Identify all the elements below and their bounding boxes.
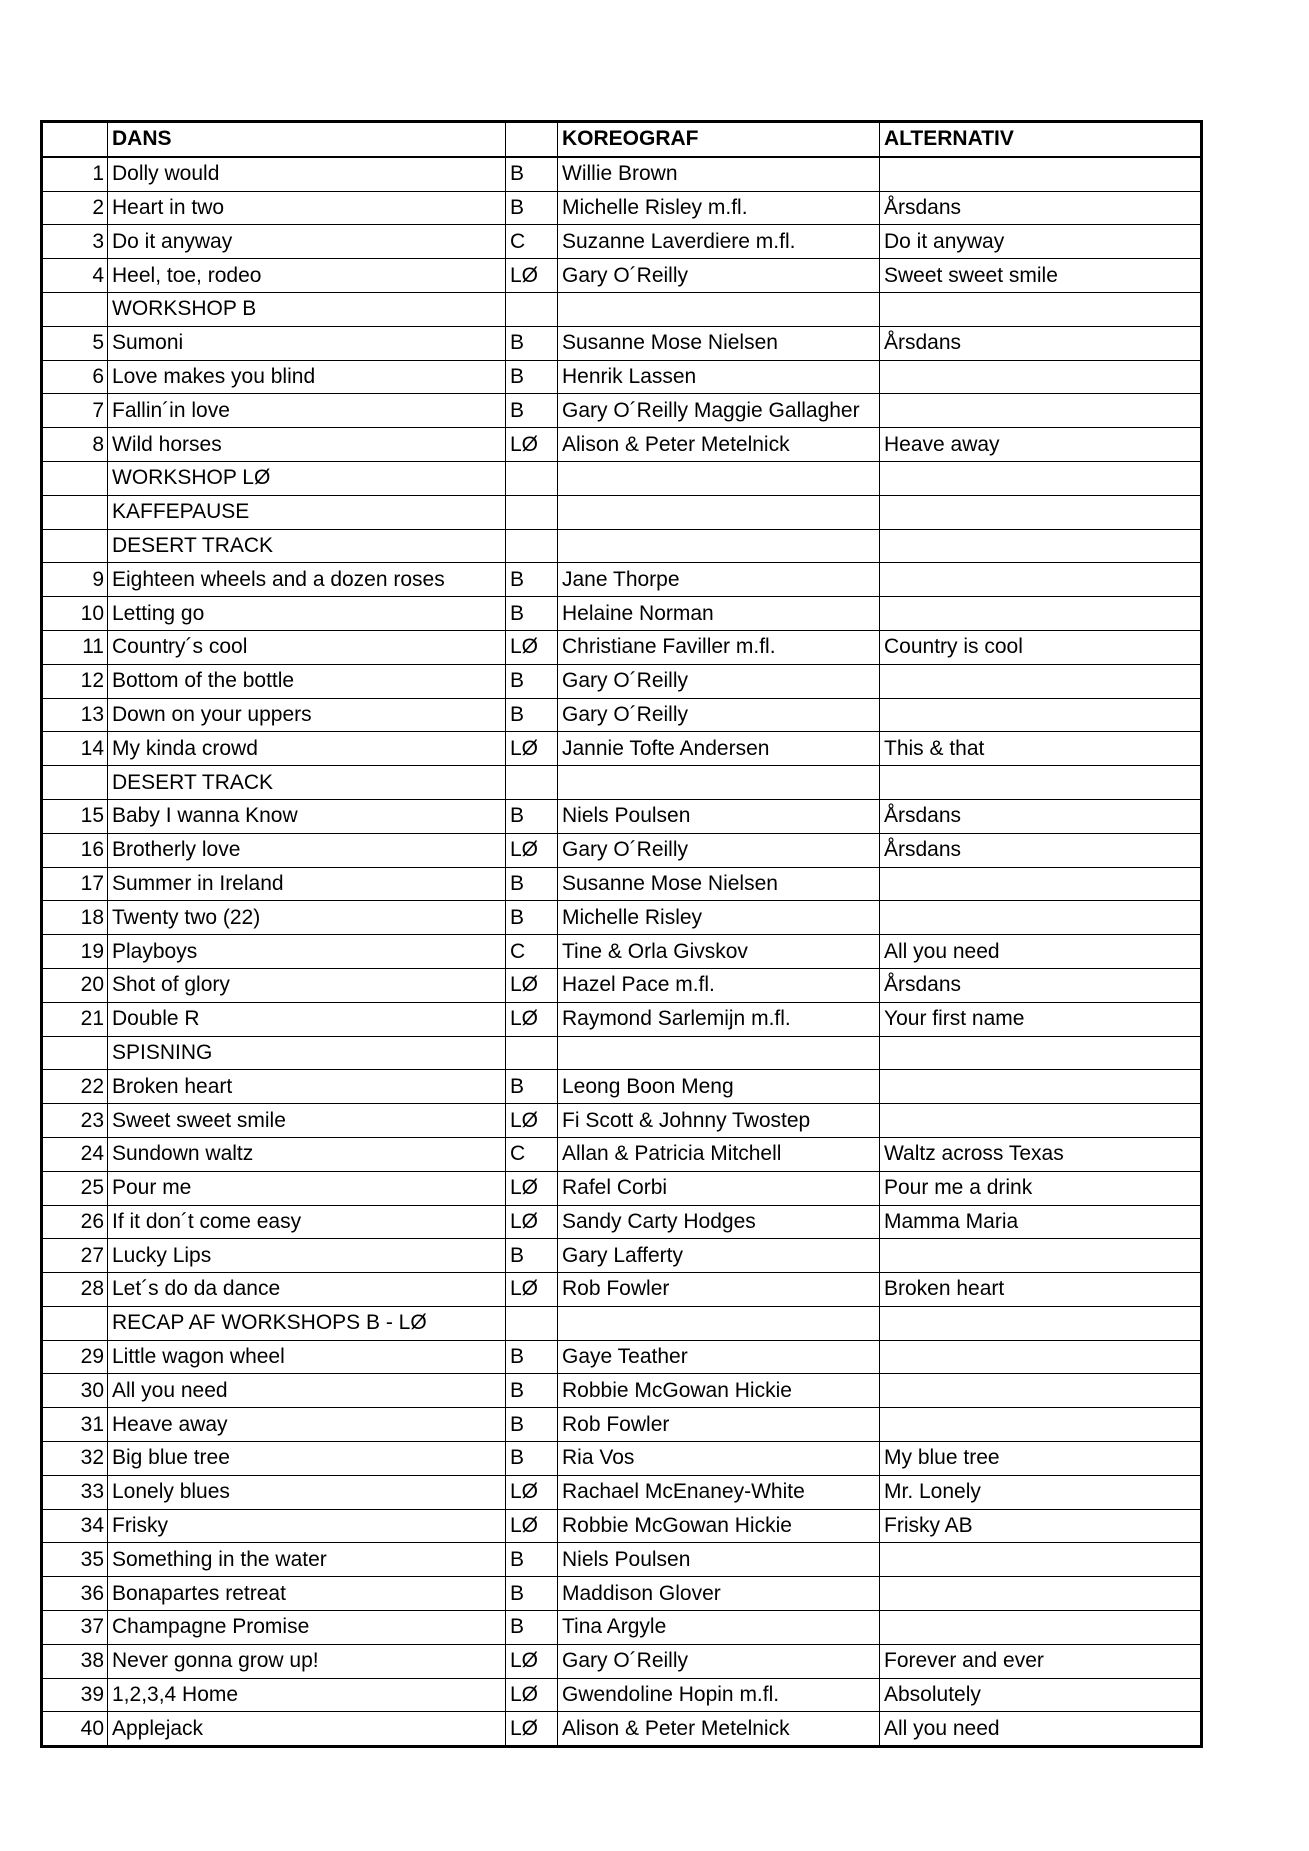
cell-num: 31	[42, 1408, 108, 1442]
dance-program-table	[40, 120, 1203, 1748]
cell-koreograf	[558, 1036, 880, 1070]
cell-alternativ: Mr. Lonely	[880, 1475, 1202, 1509]
cell-alternativ: My blue tree	[880, 1442, 1202, 1476]
table-row	[42, 766, 1202, 800]
cell-level: B	[506, 1408, 558, 1442]
cell-alternativ: Pour me a drink	[880, 1171, 1202, 1205]
cell-level: B	[506, 597, 558, 631]
table-row	[42, 1070, 1202, 1104]
cell-dans: DESERT TRACK	[108, 529, 506, 563]
cell-num: 18	[42, 901, 108, 935]
cell-level: LØ	[506, 833, 558, 867]
cell-dans: 1,2,3,4 Home	[108, 1678, 506, 1712]
table-row	[42, 529, 1202, 563]
cell-koreograf	[558, 766, 880, 800]
cell-koreograf: Leong Boon Meng	[558, 1070, 880, 1104]
cell-num	[42, 1306, 108, 1340]
cell-alternativ	[880, 1374, 1202, 1408]
table-row	[42, 867, 1202, 901]
table-row	[42, 1002, 1202, 1036]
cell-alternativ: Do it anyway	[880, 225, 1202, 259]
cell-alternativ: Your first name	[880, 1002, 1202, 1036]
cell-level: LØ	[506, 1644, 558, 1678]
cell-dans: Broken heart	[108, 1070, 506, 1104]
cell-level	[506, 495, 558, 529]
cell-level: B	[506, 1442, 558, 1476]
cell-num: 34	[42, 1509, 108, 1543]
cell-alternativ	[880, 1070, 1202, 1104]
cell-koreograf: Niels Poulsen	[558, 1543, 880, 1577]
cell-alternativ	[880, 461, 1202, 495]
cell-num: 19	[42, 935, 108, 969]
cell-num: 5	[42, 326, 108, 360]
cell-level: B	[506, 1577, 558, 1611]
cell-dans: Playboys	[108, 935, 506, 969]
cell-dans: Do it anyway	[108, 225, 506, 259]
cell-num: 3	[42, 225, 108, 259]
cell-num: 2	[42, 191, 108, 225]
cell-dans: Heel, toe, rodeo	[108, 259, 506, 293]
cell-alternativ	[880, 867, 1202, 901]
cell-level	[506, 529, 558, 563]
cell-num: 30	[42, 1374, 108, 1408]
cell-alternativ: Årsdans	[880, 326, 1202, 360]
cell-alternativ: Sweet sweet smile	[880, 259, 1202, 293]
cell-dans: Fallin´in love	[108, 394, 506, 428]
table-row	[42, 935, 1202, 969]
cell-num: 11	[42, 630, 108, 664]
table-row	[42, 1104, 1202, 1138]
table-row	[42, 630, 1202, 664]
cell-alternativ: Årsdans	[880, 191, 1202, 225]
cell-koreograf: Tina Argyle	[558, 1611, 880, 1645]
cell-level: B	[506, 1611, 558, 1645]
cell-koreograf: Jane Thorpe	[558, 563, 880, 597]
cell-level: B	[506, 867, 558, 901]
table-row	[42, 1306, 1202, 1340]
cell-level: C	[506, 225, 558, 259]
table-row	[42, 901, 1202, 935]
cell-level: B	[506, 698, 558, 732]
cell-dans: Brotherly love	[108, 833, 506, 867]
table-row	[42, 1374, 1202, 1408]
cell-level: LØ	[506, 1171, 558, 1205]
cell-level: B	[506, 394, 558, 428]
cell-dans: All you need	[108, 1374, 506, 1408]
cell-alternativ	[880, 664, 1202, 698]
cell-koreograf: Christiane Faviller m.fl.	[558, 630, 880, 664]
cell-num: 37	[42, 1611, 108, 1645]
cell-level: B	[506, 1070, 558, 1104]
table-row	[42, 259, 1202, 293]
cell-level: LØ	[506, 1205, 558, 1239]
table-row	[42, 326, 1202, 360]
cell-level: B	[506, 191, 558, 225]
table-row	[42, 428, 1202, 462]
table-row	[42, 664, 1202, 698]
cell-alternativ	[880, 1611, 1202, 1645]
cell-dans: Little wagon wheel	[108, 1340, 506, 1374]
cell-alternativ: All you need	[880, 935, 1202, 969]
cell-koreograf	[558, 495, 880, 529]
table-row	[42, 968, 1202, 1002]
cell-dans: Bottom of the bottle	[108, 664, 506, 698]
cell-dans: WORKSHOP LØ	[108, 461, 506, 495]
cell-koreograf: Henrik Lassen	[558, 360, 880, 394]
table-row	[42, 461, 1202, 495]
cell-dans: Bonapartes retreat	[108, 1577, 506, 1611]
cell-alternativ	[880, 529, 1202, 563]
cell-alternativ	[880, 563, 1202, 597]
cell-num	[42, 495, 108, 529]
cell-level: B	[506, 360, 558, 394]
cell-koreograf: Susanne Mose Nielsen	[558, 326, 880, 360]
cell-level: LØ	[506, 1104, 558, 1138]
cell-num: 16	[42, 833, 108, 867]
cell-alternativ	[880, 1408, 1202, 1442]
table-row	[42, 1577, 1202, 1611]
cell-level: C	[506, 1137, 558, 1171]
cell-alternativ: Forever and ever	[880, 1644, 1202, 1678]
cell-dans: Sweet sweet smile	[108, 1104, 506, 1138]
cell-koreograf: Gary O´Reilly Maggie Gallagher	[558, 394, 880, 428]
cell-level: LØ	[506, 1475, 558, 1509]
cell-dans: My kinda crowd	[108, 732, 506, 766]
cell-level: LØ	[506, 1712, 558, 1747]
cell-num: 4	[42, 259, 108, 293]
table-row	[42, 360, 1202, 394]
cell-koreograf: Robbie McGowan Hickie	[558, 1374, 880, 1408]
cell-num: 32	[42, 1442, 108, 1476]
cell-koreograf: Gary Lafferty	[558, 1239, 880, 1273]
cell-alternativ	[880, 394, 1202, 428]
cell-level: B	[506, 157, 558, 191]
cell-dans: Something in the water	[108, 1543, 506, 1577]
cell-num: 39	[42, 1678, 108, 1712]
header-alternativ: ALTERNATIV	[880, 122, 1202, 157]
cell-alternativ	[880, 495, 1202, 529]
cell-num: 20	[42, 968, 108, 1002]
cell-level: B	[506, 901, 558, 935]
cell-level: C	[506, 935, 558, 969]
cell-num	[42, 292, 108, 326]
table-row	[42, 799, 1202, 833]
cell-koreograf: Gary O´Reilly	[558, 833, 880, 867]
cell-level	[506, 1036, 558, 1070]
cell-alternativ	[880, 1036, 1202, 1070]
table-row	[42, 732, 1202, 766]
cell-koreograf: Rafel Corbi	[558, 1171, 880, 1205]
table-row	[42, 1205, 1202, 1239]
table-row	[42, 394, 1202, 428]
cell-dans: SPISNING	[108, 1036, 506, 1070]
cell-num: 24	[42, 1137, 108, 1171]
cell-koreograf	[558, 529, 880, 563]
cell-koreograf: Susanne Mose Nielsen	[558, 867, 880, 901]
cell-dans: Summer in Ireland	[108, 867, 506, 901]
cell-koreograf: Niels Poulsen	[558, 799, 880, 833]
table-row	[42, 1543, 1202, 1577]
cell-koreograf: Michelle Risley	[558, 901, 880, 935]
table-row	[42, 1644, 1202, 1678]
table-row	[42, 225, 1202, 259]
table-row	[42, 1611, 1202, 1645]
cell-level: LØ	[506, 630, 558, 664]
header-dans: DANS	[108, 122, 506, 157]
cell-koreograf: Raymond Sarlemijn m.fl.	[558, 1002, 880, 1036]
cell-level: B	[506, 326, 558, 360]
cell-alternativ	[880, 901, 1202, 935]
table-row	[42, 495, 1202, 529]
cell-level: B	[506, 1239, 558, 1273]
cell-num: 10	[42, 597, 108, 631]
cell-dans: Heave away	[108, 1408, 506, 1442]
table-row	[42, 1712, 1202, 1747]
cell-level	[506, 1306, 558, 1340]
cell-koreograf: Tine & Orla Givskov	[558, 935, 880, 969]
cell-dans: Wild horses	[108, 428, 506, 462]
cell-alternativ	[880, 1340, 1202, 1374]
cell-dans: Applejack	[108, 1712, 506, 1747]
cell-koreograf: Alison & Peter Metelnick	[558, 428, 880, 462]
table-row	[42, 1475, 1202, 1509]
cell-level: B	[506, 799, 558, 833]
cell-dans: Pour me	[108, 1171, 506, 1205]
cell-dans: Love makes you blind	[108, 360, 506, 394]
table-row	[42, 1036, 1202, 1070]
cell-num: 17	[42, 867, 108, 901]
cell-alternativ	[880, 157, 1202, 191]
cell-alternativ	[880, 597, 1202, 631]
cell-dans: Never gonna grow up!	[108, 1644, 506, 1678]
cell-num: 28	[42, 1273, 108, 1307]
table-row	[42, 1273, 1202, 1307]
cell-num: 29	[42, 1340, 108, 1374]
cell-num: 27	[42, 1239, 108, 1273]
cell-dans: Letting go	[108, 597, 506, 631]
cell-koreograf: Allan & Patricia Mitchell	[558, 1137, 880, 1171]
cell-koreograf: Willie Brown	[558, 157, 880, 191]
cell-dans: Double R	[108, 1002, 506, 1036]
table-row	[42, 833, 1202, 867]
table-row	[42, 1171, 1202, 1205]
cell-dans: Shot of glory	[108, 968, 506, 1002]
cell-num: 9	[42, 563, 108, 597]
cell-num	[42, 766, 108, 800]
cell-num: 7	[42, 394, 108, 428]
table-row	[42, 191, 1202, 225]
cell-koreograf: Helaine Norman	[558, 597, 880, 631]
cell-num: 40	[42, 1712, 108, 1747]
cell-num: 25	[42, 1171, 108, 1205]
cell-level: LØ	[506, 1678, 558, 1712]
cell-koreograf: Rob Fowler	[558, 1408, 880, 1442]
header-koreograf: KOREOGRAF	[558, 122, 880, 157]
table-row	[42, 1678, 1202, 1712]
cell-alternativ	[880, 766, 1202, 800]
cell-alternativ: Årsdans	[880, 799, 1202, 833]
cell-dans: RECAP AF WORKSHOPS B - LØ	[108, 1306, 506, 1340]
cell-dans: Let´s do da dance	[108, 1273, 506, 1307]
cell-num: 12	[42, 664, 108, 698]
cell-dans: WORKSHOP B	[108, 292, 506, 326]
table-header-row	[42, 122, 1202, 157]
cell-level: B	[506, 1374, 558, 1408]
cell-level: LØ	[506, 1273, 558, 1307]
cell-koreograf	[558, 461, 880, 495]
cell-alternativ	[880, 1543, 1202, 1577]
cell-num: 33	[42, 1475, 108, 1509]
cell-alternativ	[880, 292, 1202, 326]
cell-level: B	[506, 1543, 558, 1577]
table-row	[42, 157, 1202, 191]
cell-koreograf: Rob Fowler	[558, 1273, 880, 1307]
cell-dans: DESERT TRACK	[108, 766, 506, 800]
cell-dans: Frisky	[108, 1509, 506, 1543]
cell-num: 21	[42, 1002, 108, 1036]
cell-koreograf: Fi Scott & Johnny Twostep	[558, 1104, 880, 1138]
header-level	[506, 122, 558, 157]
cell-level: B	[506, 1340, 558, 1374]
cell-num: 35	[42, 1543, 108, 1577]
cell-num: 15	[42, 799, 108, 833]
cell-num: 23	[42, 1104, 108, 1138]
cell-num	[42, 529, 108, 563]
cell-koreograf: Suzanne Laverdiere m.fl.	[558, 225, 880, 259]
cell-dans: If it don´t come easy	[108, 1205, 506, 1239]
cell-koreograf: Robbie McGowan Hickie	[558, 1509, 880, 1543]
table-row	[42, 1239, 1202, 1273]
cell-dans: Champagne Promise	[108, 1611, 506, 1645]
cell-dans: KAFFEPAUSE	[108, 495, 506, 529]
cell-dans: Country´s cool	[108, 630, 506, 664]
cell-level: LØ	[506, 968, 558, 1002]
cell-alternativ: Waltz across Texas	[880, 1137, 1202, 1171]
table-row	[42, 1408, 1202, 1442]
table-row	[42, 698, 1202, 732]
cell-level: B	[506, 563, 558, 597]
cell-koreograf	[558, 292, 880, 326]
cell-num: 22	[42, 1070, 108, 1104]
cell-koreograf: Gary O´Reilly	[558, 698, 880, 732]
cell-koreograf: Gaye Teather	[558, 1340, 880, 1374]
cell-dans: Heart in two	[108, 191, 506, 225]
cell-num: 6	[42, 360, 108, 394]
cell-num: 26	[42, 1205, 108, 1239]
cell-level: LØ	[506, 1002, 558, 1036]
cell-alternativ	[880, 360, 1202, 394]
cell-alternativ: Mamma Maria	[880, 1205, 1202, 1239]
cell-dans: Lonely blues	[108, 1475, 506, 1509]
cell-alternativ: All you need	[880, 1712, 1202, 1747]
cell-dans: Sumoni	[108, 326, 506, 360]
cell-alternativ: Absolutely	[880, 1678, 1202, 1712]
cell-alternativ: Årsdans	[880, 968, 1202, 1002]
cell-alternativ	[880, 1306, 1202, 1340]
cell-dans: Lucky Lips	[108, 1239, 506, 1273]
table-row	[42, 292, 1202, 326]
table-row	[42, 1340, 1202, 1374]
cell-num: 38	[42, 1644, 108, 1678]
cell-koreograf: Jannie Tofte Andersen	[558, 732, 880, 766]
cell-level	[506, 292, 558, 326]
cell-num: 14	[42, 732, 108, 766]
cell-dans: Sundown waltz	[108, 1137, 506, 1171]
cell-alternativ: Country is cool	[880, 630, 1202, 664]
cell-dans: Twenty two (22)	[108, 901, 506, 935]
cell-koreograf: Hazel Pace m.fl.	[558, 968, 880, 1002]
cell-alternativ: Heave away	[880, 428, 1202, 462]
cell-dans: Eighteen wheels and a dozen roses	[108, 563, 506, 597]
cell-num: 8	[42, 428, 108, 462]
cell-koreograf: Sandy Carty Hodges	[558, 1205, 880, 1239]
cell-num	[42, 461, 108, 495]
cell-koreograf	[558, 1306, 880, 1340]
cell-num	[42, 1036, 108, 1070]
cell-koreograf: Maddison Glover	[558, 1577, 880, 1611]
cell-koreograf: Rachael McEnaney-White	[558, 1475, 880, 1509]
table-row	[42, 597, 1202, 631]
cell-dans: Down on your uppers	[108, 698, 506, 732]
cell-level	[506, 766, 558, 800]
cell-alternativ: This & that	[880, 732, 1202, 766]
table-row	[42, 1509, 1202, 1543]
cell-alternativ: Frisky AB	[880, 1509, 1202, 1543]
cell-koreograf: Gwendoline Hopin m.fl.	[558, 1678, 880, 1712]
cell-koreograf: Alison & Peter Metelnick	[558, 1712, 880, 1747]
cell-koreograf: Gary O´Reilly	[558, 1644, 880, 1678]
cell-level: LØ	[506, 428, 558, 462]
cell-dans: Dolly would	[108, 157, 506, 191]
cell-dans: Baby I wanna Know	[108, 799, 506, 833]
cell-level: B	[506, 664, 558, 698]
cell-alternativ: Årsdans	[880, 833, 1202, 867]
cell-alternativ	[880, 1577, 1202, 1611]
cell-num: 1	[42, 157, 108, 191]
cell-dans: Big blue tree	[108, 1442, 506, 1476]
table-row	[42, 1442, 1202, 1476]
cell-alternativ	[880, 698, 1202, 732]
cell-alternativ	[880, 1104, 1202, 1138]
cell-koreograf: Gary O´Reilly	[558, 259, 880, 293]
table-row	[42, 1137, 1202, 1171]
cell-koreograf: Gary O´Reilly	[558, 664, 880, 698]
table-row	[42, 563, 1202, 597]
cell-level	[506, 461, 558, 495]
cell-koreograf: Michelle Risley m.fl.	[558, 191, 880, 225]
cell-level: LØ	[506, 259, 558, 293]
cell-alternativ: Broken heart	[880, 1273, 1202, 1307]
header-num	[42, 122, 108, 157]
cell-num: 36	[42, 1577, 108, 1611]
cell-level: LØ	[506, 1509, 558, 1543]
cell-level: LØ	[506, 732, 558, 766]
cell-alternativ	[880, 1239, 1202, 1273]
cell-num: 13	[42, 698, 108, 732]
cell-koreograf: Ria Vos	[558, 1442, 880, 1476]
